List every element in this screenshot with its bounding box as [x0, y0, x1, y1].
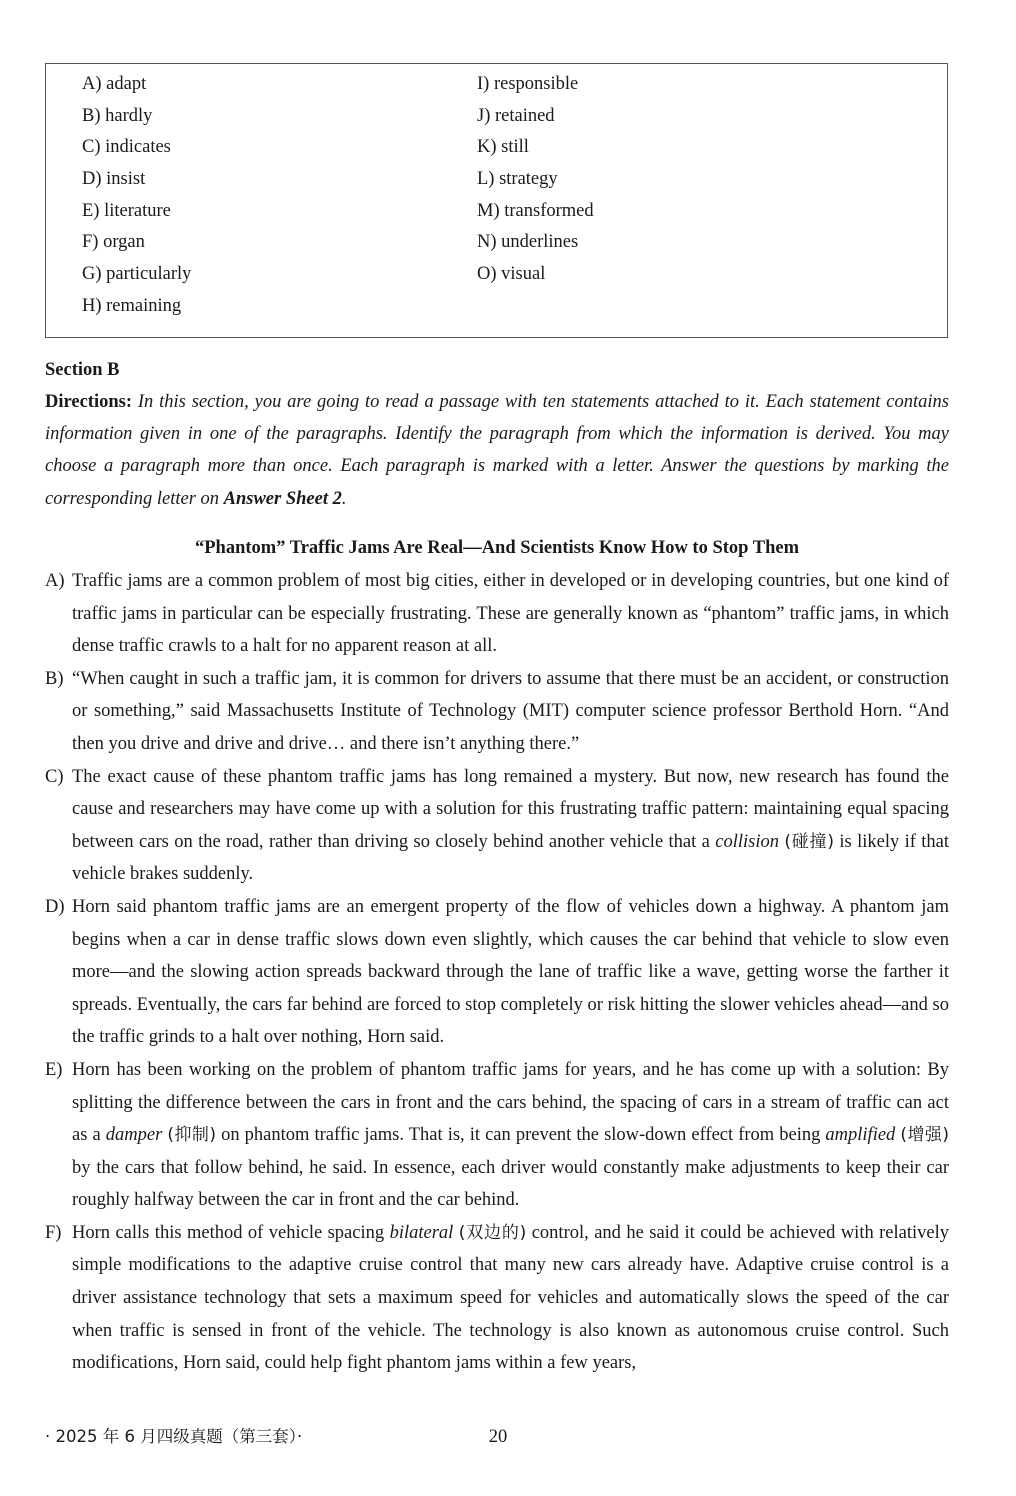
- paragraph-text: by the cars that follow behind, he said. In essence, each driver would constantly make adjustments to keep their car roughly halfway between the car in front and the car behind.: [72, 1157, 949, 1211]
- paragraph-text: The exact cause of these phantom traffic jams has long remained a mystery. But now, new research has found the cause and researchers may have come up with a solution for this frustrating traffic pattern: maintaining equal spacing between cars on the road, rather than driving so closely behind another vehicle that a: [72, 766, 949, 852]
- paragraph-text: on phantom traffic jams. That is, it can prevent the slow-down effect from being: [216, 1125, 826, 1146]
- word-bank-left-column: [82, 69, 191, 323]
- footer-source: · 2025 年 6 月四级真题（第三套）·: [45, 1427, 303, 1446]
- vocab-term: damper: [105, 1125, 163, 1146]
- directions-label: Directions:: [45, 392, 132, 412]
- word-option: B) hardly: [82, 105, 153, 126]
- vocab-term: collision: [715, 831, 780, 852]
- word-option: L) strategy: [477, 169, 558, 190]
- paragraph-c: [45, 761, 949, 891]
- word-option: J) retained: [477, 105, 555, 126]
- paragraph-letter: A): [45, 571, 65, 591]
- paragraph-letter: F): [45, 1222, 62, 1243]
- word-option: N) underlines: [477, 232, 579, 253]
- vocab-term: amplified: [825, 1125, 896, 1146]
- chinese-gloss: (增强): [900, 1125, 950, 1146]
- word-bank-box: [45, 63, 948, 338]
- paragraph-b: [45, 663, 949, 761]
- section-title: Section B: [45, 360, 120, 380]
- vocab-term: bilateral: [389, 1222, 454, 1243]
- paragraph-text: control, and he said it could be achieved with relatively simple modifications to the adaptive cruise control that many new cars already have. Adaptive cruise control is a driver assistance technology that sets a maximum speed for vehicles and automatically slows the speed of the car when traffic is sensed in front of the vehicle. The technology is also known as autonomous cruise control. Such modifications, Horn said, could help fight phantom jams within a few years,: [72, 1222, 950, 1374]
- directions-end: .: [341, 488, 347, 509]
- passage-body: [45, 565, 949, 1380]
- directions-text: In this section, you are going to read a passage with ten statements attached to it. Each statement contains information given in one of the paragraphs. Identify the paragraph from which the information is derived. You may choose a paragraph more than once. Each paragraph is marked with a letter. Answer the questions by marking the corresponding letter on: [45, 392, 949, 509]
- word-option: C) indicates: [82, 137, 171, 158]
- paragraph-text: Horn has been working on the problem of phantom traffic jams for years, and he has come up with a solution: By splitting the difference between the cars in front and the cars behind, the spacing of cars in a stream of traffic can act as a: [72, 1059, 949, 1146]
- paragraph-text: “When caught in such a traffic jam, it is common for drivers to assume that there must be an accident, or construction or something,” said Massachusetts Institute of Technology (MIT) computer science professor Berthold Horn. “And then you drive and drive and drive… and there isn’t anything there.”: [72, 668, 949, 754]
- word-option: H) remaining: [82, 295, 182, 316]
- passage-title: “Phantom” Traffic Jams Are Real—And Scientists Know How to Stop Them: [194, 538, 799, 558]
- paragraph-f: [45, 1217, 949, 1380]
- paragraph-text: Horn said phantom traffic jams are an emergent property of the flow of vehicles down a highway. A phantom jam begins when a car in dense traffic slows down even slightly, which causes the car behind that vehicle to slow even more—and the slowing action spreads backward through the lane of traffic like a wave, getting worse the farther it spreads. Eventually, the cars far behind are forced to stop completely or risk hitting the slower vehicles ahead—and so the traffic grinds to a halt over nothing, Horn said.: [72, 896, 949, 1048]
- paragraph-letter: B): [45, 668, 64, 689]
- word-option: G) particularly: [82, 264, 192, 285]
- word-bank-right-column: [477, 69, 594, 291]
- page-number: 20: [488, 1427, 508, 1447]
- word-option: E) literature: [82, 200, 171, 221]
- paragraph-e: [45, 1054, 949, 1217]
- chinese-gloss: (双边的): [458, 1222, 527, 1243]
- word-option: M) transformed: [477, 200, 594, 221]
- directions: [45, 386, 949, 515]
- word-option: F) organ: [82, 232, 145, 253]
- paragraph-letter: D): [45, 896, 65, 917]
- answer-sheet-ref: Answer Sheet 2: [223, 488, 342, 509]
- paragraph-text: Horn calls this method of vehicle spacing: [72, 1222, 390, 1243]
- paragraph-text: is likely if that vehicle brakes suddenly.: [72, 831, 950, 885]
- paragraph-text: Traffic jams are a common problem of most big cities, either in developed or in developing countries, but one kind of traffic jams in particular can be especially frustrating. These are generally known as “phantom” traffic jams, in which dense traffic crawls to a halt for no apparent reason at all.: [72, 571, 949, 657]
- word-option: K) still: [477, 137, 529, 158]
- chinese-gloss: (抑制): [167, 1125, 217, 1146]
- word-option: I) responsible: [477, 74, 579, 94]
- chinese-gloss: (碰撞): [784, 831, 834, 852]
- paragraph-letter: E): [45, 1059, 63, 1080]
- word-option: A) adapt: [82, 74, 147, 94]
- paragraph-letter: C): [45, 766, 64, 787]
- word-option: D) insist: [82, 169, 146, 190]
- paragraph-a: [45, 565, 949, 663]
- word-option: O) visual: [477, 264, 546, 285]
- paragraph-d: [45, 891, 949, 1054]
